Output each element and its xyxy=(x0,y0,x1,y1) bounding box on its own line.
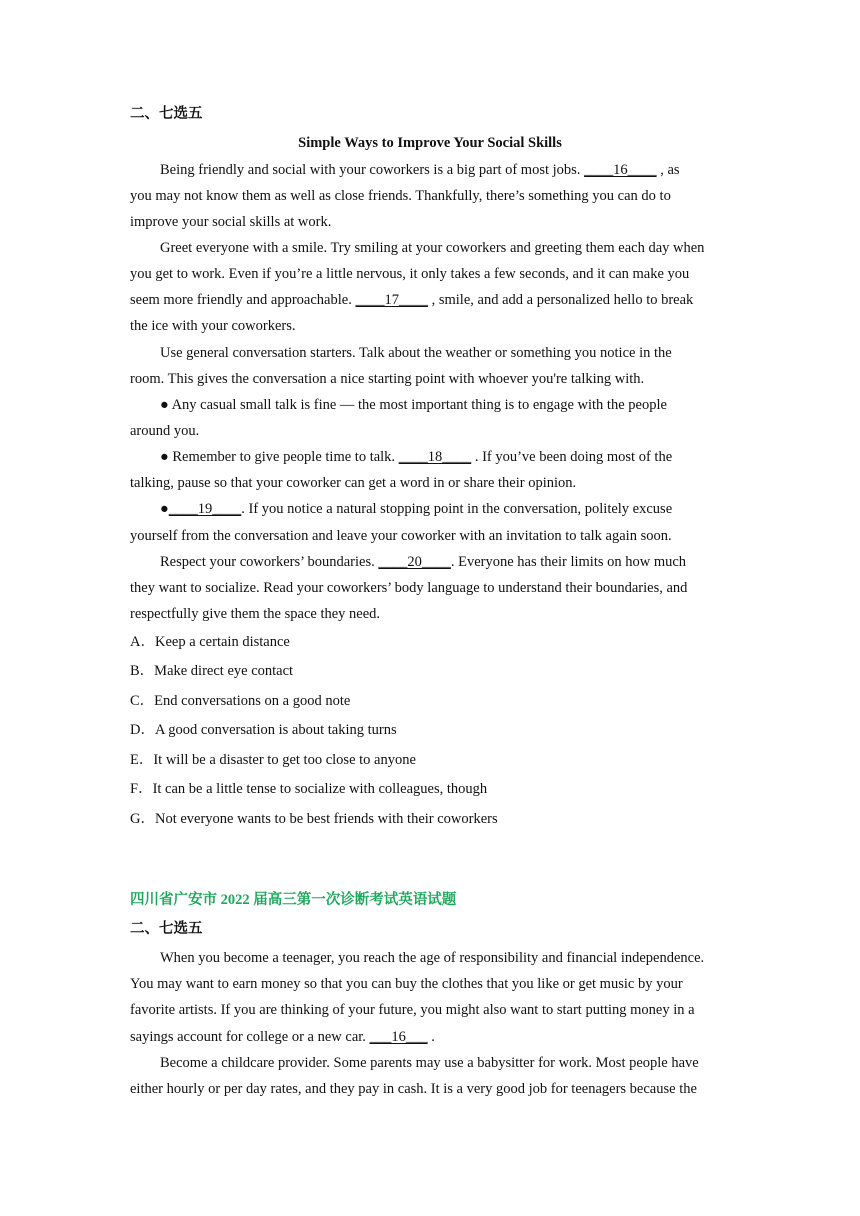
paragraph-line: sayings account for college or a new car. ___16___ . xyxy=(130,1029,435,1045)
paragraph-line: respectfully give them the space they need. xyxy=(130,606,381,622)
paragraph-line: you get to work. Even if you’re a little nervous, it only takes a few seconds, and it can make you xyxy=(130,266,690,282)
section-heading: 二、七选五 xyxy=(130,921,203,937)
paragraph-line: you may not know them as well as close friends. Thankfully, there’s something you can do to xyxy=(130,188,671,204)
paragraph-line: You may want to earn money so that you can buy the clothes that you like or get music by your xyxy=(130,976,683,992)
blank-18: ____18____ xyxy=(398,449,472,465)
option-d: D．A good conversation is about taking turns xyxy=(130,722,397,738)
option-b: B．Make direct eye contact xyxy=(130,663,294,679)
paragraph-line: Use general conversation starters. Talk about the weather or something you notice in the xyxy=(160,345,672,361)
paragraph-line: Become a childcare provider. Some parents may use a babysitter for work. Most people have xyxy=(160,1055,699,1071)
section-heading: 二、七选五 xyxy=(130,106,203,122)
paragraph-line: yourself from the conversation and leave your coworker with an invitation to talk again soon. xyxy=(130,528,672,544)
blank-19: ____19____ xyxy=(168,501,242,517)
bullet-line: ● Any casual small talk is fine — the most important thing is to engage with the people xyxy=(160,397,667,413)
paragraph-line: When you become a teenager, you reach the age of responsibility and financial independence. xyxy=(160,950,705,966)
paragraph-line: Being friendly and social with your coworkers is a big part of most jobs. ____16____ , as xyxy=(160,162,680,178)
paragraph-line: seem more friendly and approachable. ____17____ , smile, and add a personalized hello to break xyxy=(130,292,694,308)
paragraph-line: room. This gives the conversation a nice starting point with whoever you're talking with. xyxy=(130,371,645,387)
paragraph-line: around you. xyxy=(130,423,200,439)
paragraph-line: Respect your coworkers’ boundaries. ____20____. Everyone has their limits on how much xyxy=(160,554,687,570)
paragraph-line: talking, pause so that your coworker can get a word in or share their opinion. xyxy=(130,475,577,491)
paragraph-line: they want to socialize. Read your coworkers’ body language to understand their boundaries, and xyxy=(130,580,688,596)
option-f: F．It can be a little tense to socialize with colleagues, though xyxy=(130,781,488,797)
option-a: A．Keep a certain distance xyxy=(130,634,290,650)
paragraph-line: favorite artists. If you are thinking of your future, you might also want to start putting money in a xyxy=(130,1002,695,1018)
blank-16: ___16___ xyxy=(369,1029,428,1045)
bullet-line: ● Remember to give people time to talk. ____18____ . If you’ve been doing most of the xyxy=(160,449,673,465)
option-c: C．End conversations on a good note xyxy=(130,693,351,709)
exam-source-title: 四川省广安市 2022 届高三第一次诊断考试英语试题 xyxy=(130,892,457,908)
paragraph-line: the ice with your coworkers. xyxy=(130,318,296,334)
option-g: G．Not everyone wants to be best friends with their coworkers xyxy=(130,811,498,827)
paragraph-line: either hourly or per day rates, and they pay in cash. It is a very good job for teenagers because the xyxy=(130,1081,697,1097)
bullet-line: ●____19____. If you notice a natural stopping point in the conversation, politely excuse xyxy=(160,501,673,517)
passage-title: Simple Ways to Improve Your Social Skills xyxy=(298,135,562,151)
paragraph-line: Greet everyone with a smile. Try smiling at your coworkers and greeting them each day when xyxy=(160,240,705,256)
blank-16: ____16____ xyxy=(584,162,657,178)
blank-20: ____20____ xyxy=(378,554,451,570)
blank-17: ____17____ xyxy=(355,292,428,308)
paragraph-line: improve your social skills at work. xyxy=(130,214,332,230)
option-e: E．It will be a disaster to get too close to anyone xyxy=(130,752,416,768)
